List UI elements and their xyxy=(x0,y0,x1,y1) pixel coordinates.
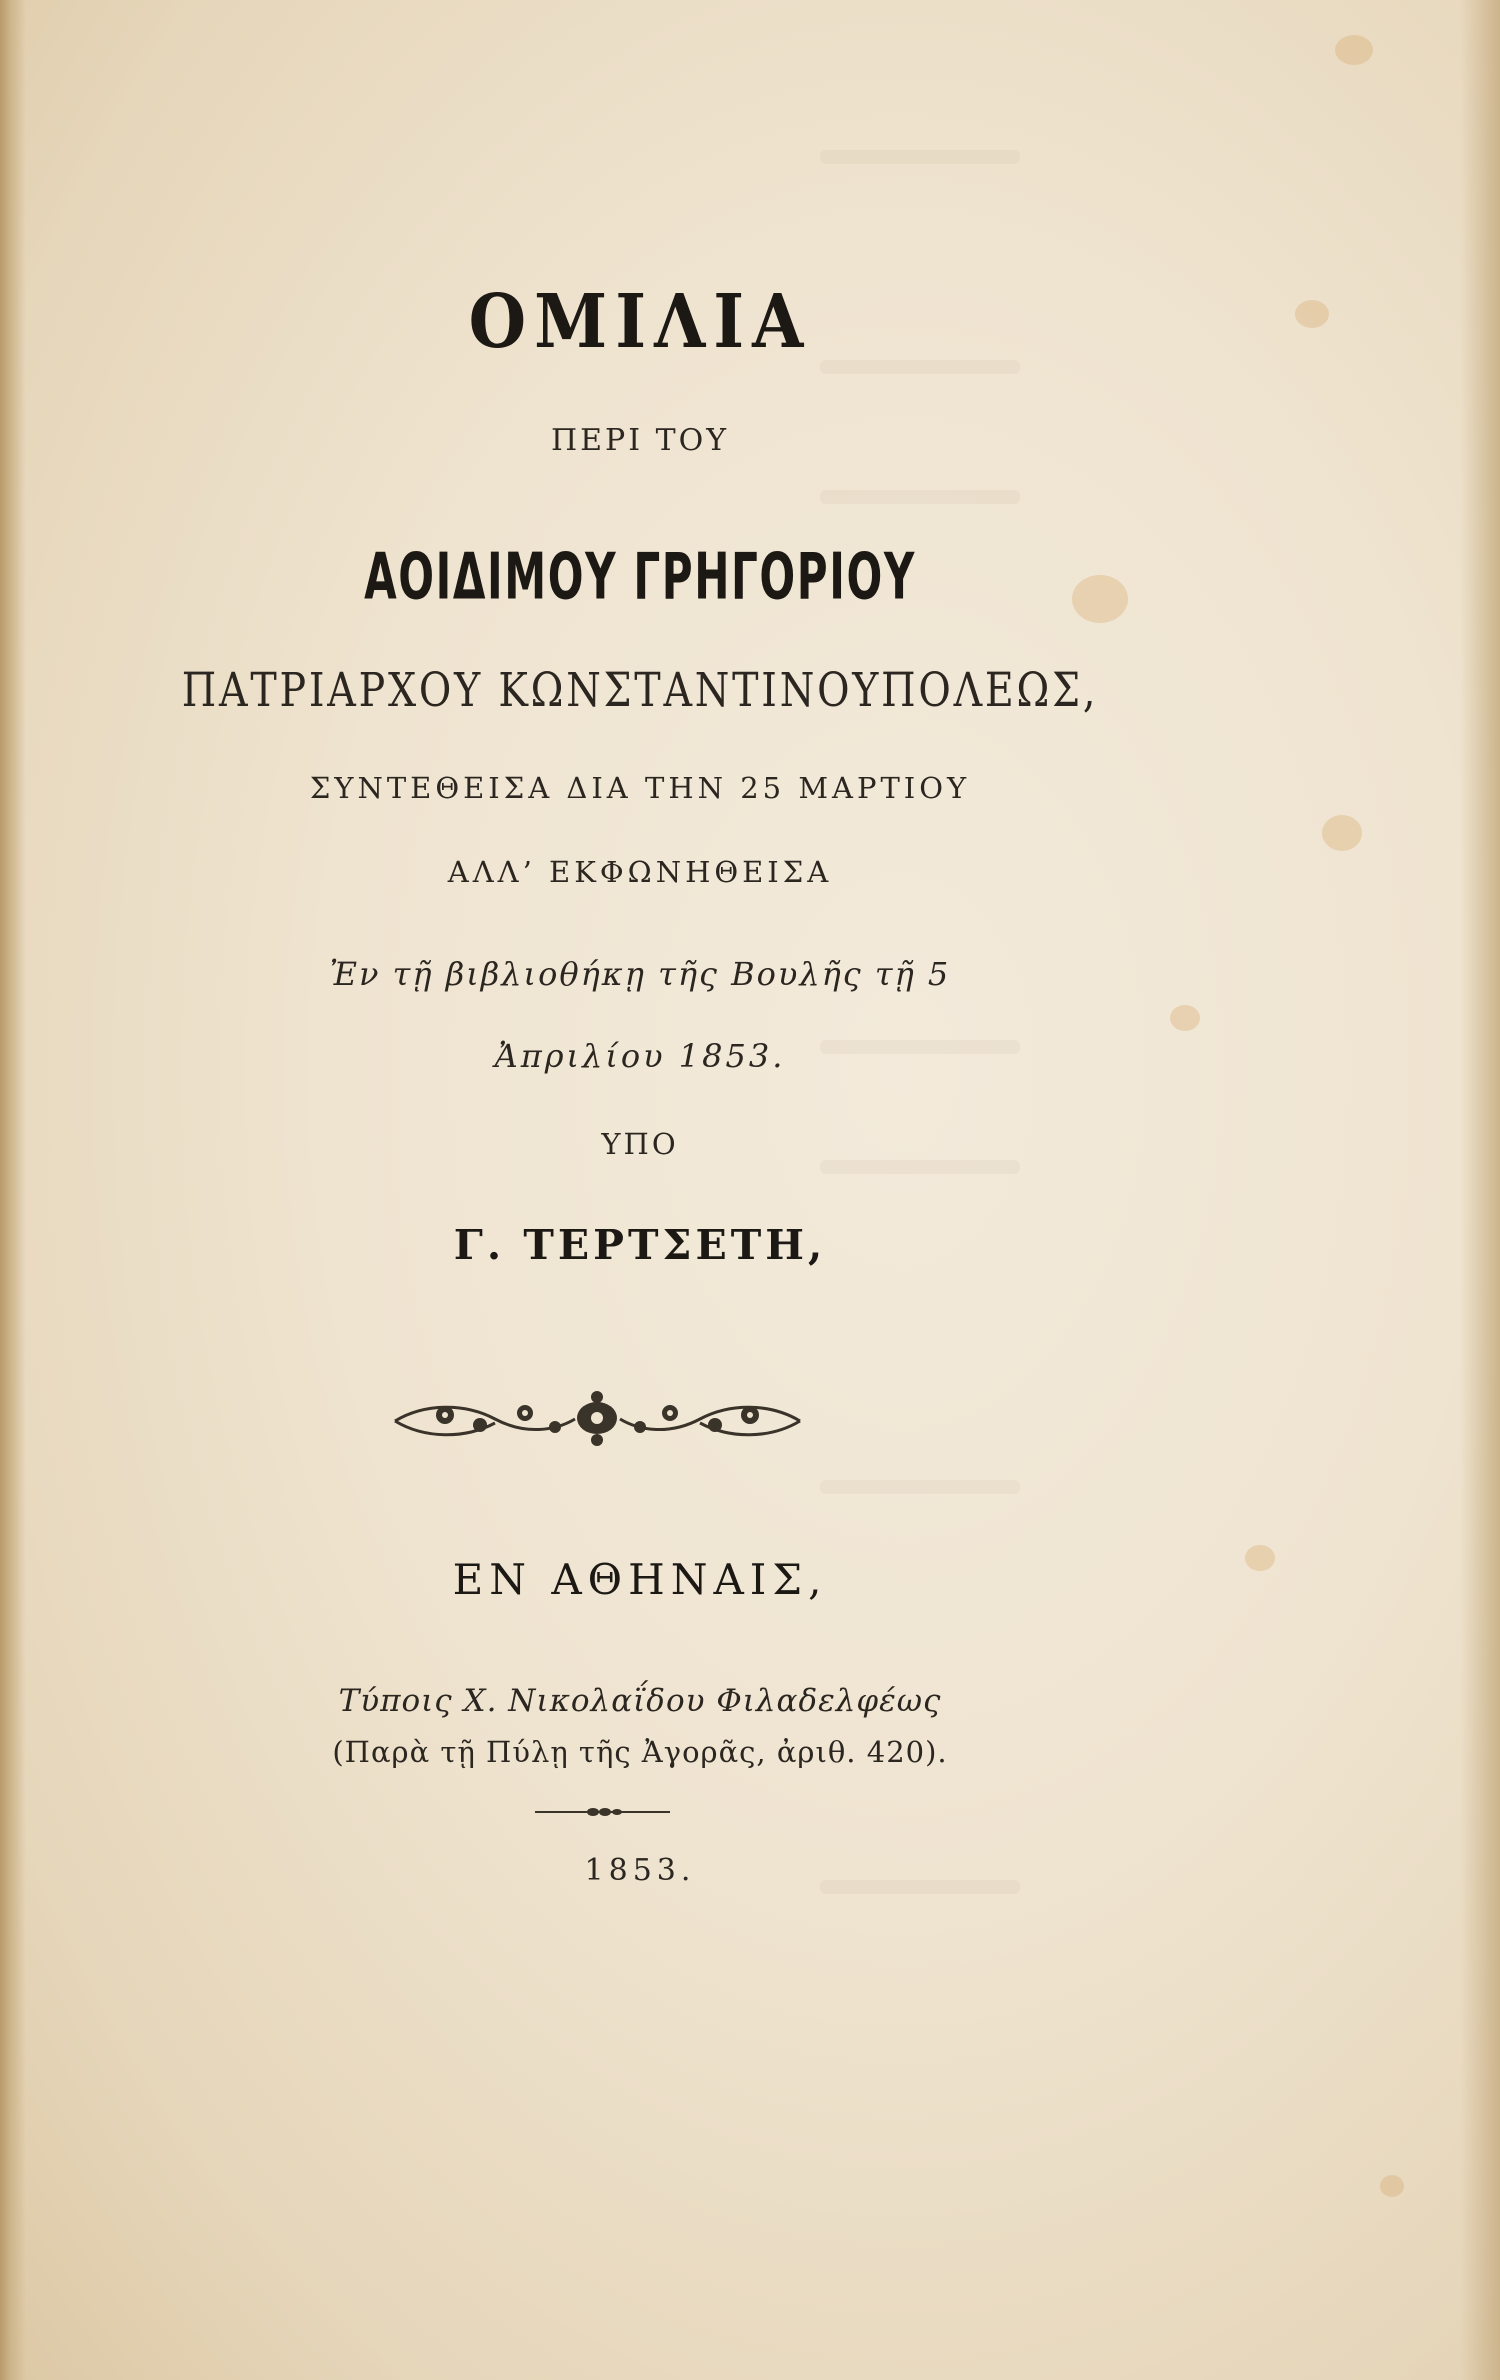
floral-ornament-icon xyxy=(385,1383,810,1453)
foxing-stain xyxy=(1170,1005,1200,1031)
book-title: ΟΜΙΛΙΑ xyxy=(468,277,812,365)
subtitle-about: ΠΕΡΙ ΤΟΥ xyxy=(550,423,730,458)
subject-title: ΠΑΤΡΙΑΡΧΟΥ ΚΩΝΣΤΑΝΤΙΝΟΥΠΟΛΕΩΣ, xyxy=(181,664,1099,718)
show-through-line xyxy=(820,490,1020,504)
foxing-stain xyxy=(1335,35,1373,65)
venue-line: Ἐν τῇ βιβλιοθήκῃ τῆς Βουλῆς τῇ 5 xyxy=(329,955,951,993)
page-right-edge xyxy=(1460,0,1500,2380)
author-name: Γ. ΤΕΡΤΣΕΤΗ, xyxy=(453,1221,827,1269)
foxing-stain xyxy=(1322,815,1362,851)
foxing-stain xyxy=(1380,2175,1404,2197)
printer-address: (Παρὰ τῇ Πύλῃ τῆς Ἀγορᾶς, ἀριθ. 420). xyxy=(332,1735,948,1769)
composed-line: ΣΥΝΤΕΘΕΙΣΑ ΔΙΑ ΤΗΝ 25 ΜΑΡΤΙΟΥ xyxy=(309,771,971,805)
show-through-line xyxy=(820,1160,1020,1174)
printer-line: Τύποις Χ. Νικολαΐδου Φιλαδελφέως xyxy=(338,1683,942,1719)
divider-rule-icon xyxy=(535,1805,670,1819)
show-through-line xyxy=(820,150,1020,164)
show-through-line xyxy=(820,1480,1020,1494)
delivered-line: ΑΛΛ’ ΕΚΦΩΝΗΘΕΙΣΑ xyxy=(447,855,833,889)
foxing-stain xyxy=(1295,300,1329,328)
publication-city: ΕΝ ΑΘΗΝΑΙΣ, xyxy=(452,1555,828,1604)
date-line: Ἀπριλίου 1853. xyxy=(494,1037,786,1075)
by-label: ΥΠΟ xyxy=(601,1127,679,1161)
subject-name: ΑΟΙΔΙΜΟΥ ΓΡΗΓΟΡΙΟΥ xyxy=(364,539,916,614)
publication-year: 1853. xyxy=(584,1853,696,1888)
